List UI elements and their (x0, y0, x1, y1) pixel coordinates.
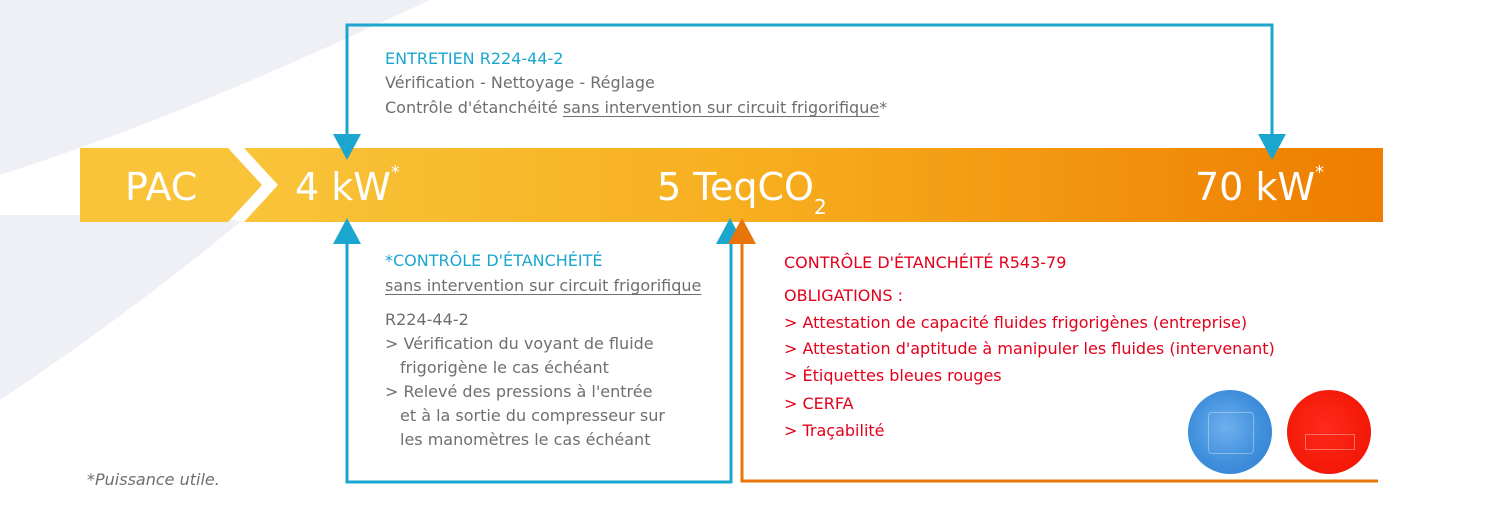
blue-sticker-frame (1208, 412, 1254, 454)
power-70kw-label (1195, 162, 1325, 209)
controle-r543-title: CONTRÔLE D'ÉTANCHÉITÉ R543-79 (784, 253, 1067, 272)
controle-simple-item1-line1: > Vérification du voyant de fluide (385, 334, 654, 353)
red-sticker-frame (1305, 434, 1355, 450)
teqco2-subscript: 2 (813, 195, 827, 219)
controle-simple-subtitle[interactable]: sans intervention sur circuit frigorifique (385, 276, 702, 295)
power-70kw-footnote-mark: * (1315, 162, 1325, 183)
entretien-tasks: Vérification - Nettoyage - Réglage (385, 73, 655, 92)
blue-sticker-image (1188, 390, 1272, 474)
obligation-item: > Traçabilité (784, 421, 885, 440)
footnote: *Puissance utile. (87, 470, 220, 489)
entretien-controle-prefix: Contrôle d'étanchéité (385, 98, 563, 117)
background-swoosh-lower (0, 215, 240, 400)
controle-simple-item2-line3: les manomètres le cas échéant (400, 430, 651, 449)
controle-simple-item2-line2: et à la sortie du compresseur sur (400, 406, 665, 425)
obligation-item: > CERFA (784, 394, 854, 413)
teqco2-label (657, 165, 827, 219)
controle-simple-code: R224-44-2 (385, 310, 469, 329)
controle-simple-item1-line2: frigorigène le cas échéant (400, 358, 609, 377)
obligation-item: > Attestation de capacité fluides frigorigènes (entreprise) (784, 313, 1248, 332)
power-70kw-value: 70 kW (1195, 165, 1316, 209)
controle-r543-bracket (742, 242, 1378, 481)
obligation-item: > Étiquettes bleues rouges (784, 366, 1002, 385)
entretien-controle-mark: * (879, 98, 888, 117)
power-4kw-label (295, 162, 400, 209)
controle-simple-item2-line1: > Relevé des pressions à l'entrée (385, 382, 653, 401)
entretien-controle-line (385, 100, 887, 116)
entretien-controle-link[interactable]: sans intervention sur circuit frigorifique (562, 98, 880, 117)
power-4kw-footnote-mark: * (390, 162, 400, 183)
controle-r543-obligations: OBLIGATIONS : (784, 286, 903, 305)
pac-label: PAC (125, 165, 198, 209)
entretien-title: ENTRETIEN R224-44-2 (385, 49, 564, 68)
red-sticker-image (1287, 390, 1371, 474)
power-4kw-value: 4 kW (295, 165, 391, 209)
obligation-item: > Attestation d'aptitude à manipuler les fluides (intervenant) (784, 339, 1275, 358)
controle-simple-title: *CONTRÔLE D'ÉTANCHÉITÉ (385, 251, 603, 270)
teqco2-value: 5 TeqCO (657, 165, 814, 209)
